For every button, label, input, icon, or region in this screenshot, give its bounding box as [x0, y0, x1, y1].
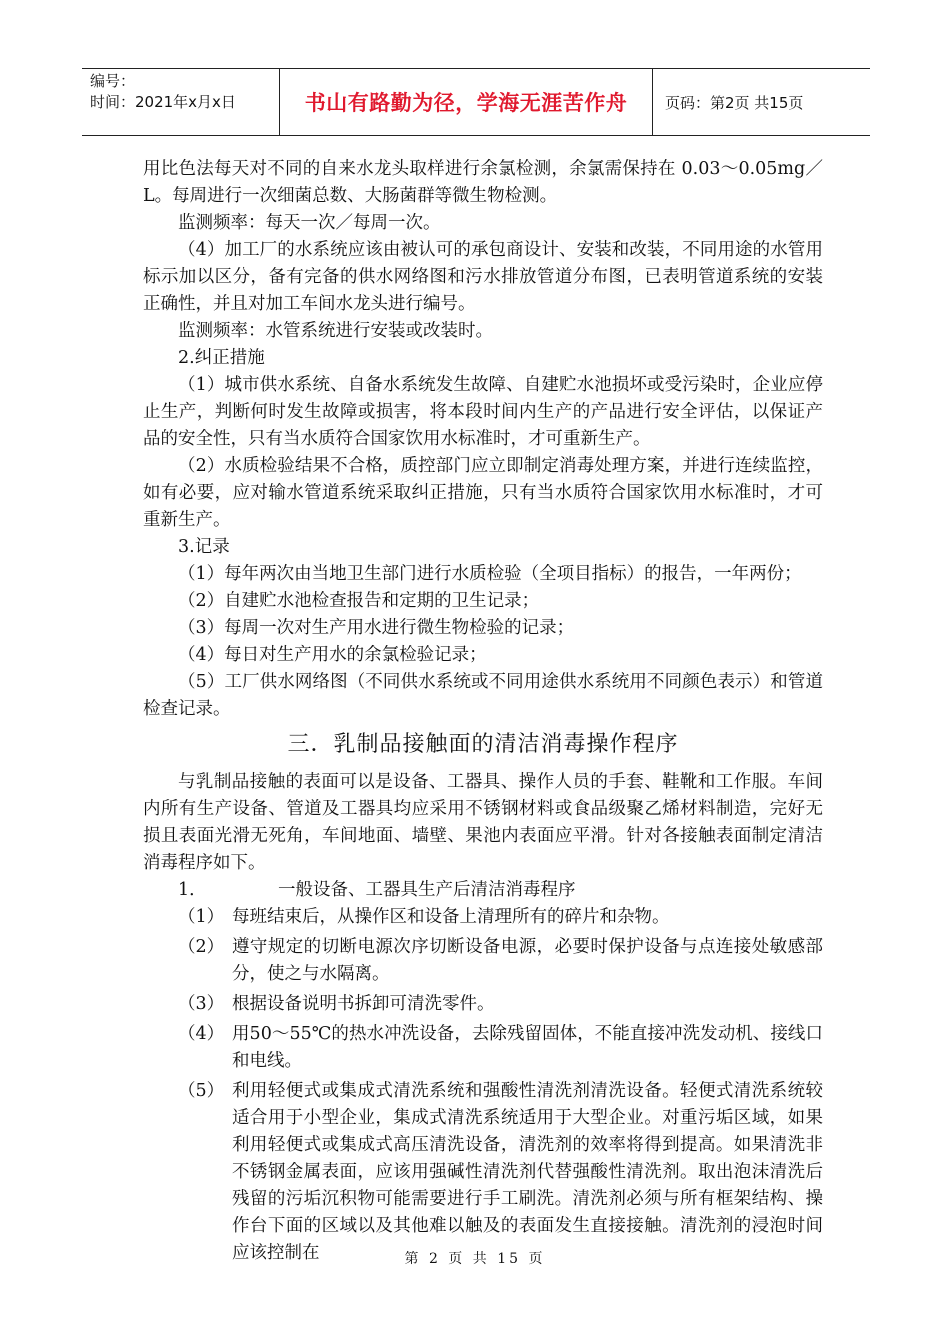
paragraph: （2）水质检验结果不合格，质控部门应立即制定消毒处理方案，并进行连续监控，如有必要，应对输水管道系统采取纠正措施，只有当水质符合国家饮用水标准时，才可重新生产。 [143, 456, 823, 530]
header-page-info: 页码：第2页 共15页 [665, 93, 804, 112]
list-item [143, 991, 823, 1018]
paragraph: （3）每周一次对生产用水进行微生物检验的记录； [178, 618, 575, 638]
paragraph: （1）城市供水系统、自备水系统发生故障、自建贮水池损坏或受污染时，企业应停止生产，判断何时发生故障或损害，将本段时间内生产的产品进行安全评估，以保证产品的安全性，只有当水质符合国家饮用水标准时，才可重新生产。 [143, 375, 823, 449]
header-meta [82, 69, 280, 135]
list-item [143, 1021, 823, 1075]
list-item-number: （3） [178, 994, 225, 1014]
list-item [143, 1078, 823, 1267]
paragraph: 监测频率：每天一次／每周一次。 [178, 213, 441, 233]
section-heading: 三．乳制品接触面的清洁消毒操作程序 [287, 732, 679, 757]
paragraph: （4）加工厂的水系统应该由被认可的承包商设计、安装和改装，不同用途的水管用标示加以区分，备有完备的供水网络图和污水排放管道分布图，已表明管道系统的安装正确性，并且对加工车间水龙头进行编号。 [143, 240, 823, 314]
list-item [143, 934, 823, 988]
list-item-number: （5） [178, 1081, 225, 1101]
subheading [143, 877, 823, 904]
section-subtitle: 2.纠正措施 [178, 348, 265, 368]
list-item-text: 每班结束后，从操作区和设备上清理所有的碎片和杂物。 [232, 907, 670, 927]
paragraph: （1）每年两次由当地卫生部门进行水质检验（全项目指标）的报告，一年两份； [178, 564, 802, 584]
document-number-label: 编号： [90, 72, 136, 90]
subheading-number: 1． [178, 880, 207, 900]
header-motto: 书山有路勤为径，学海无涯苦作舟 [280, 69, 653, 135]
list-item-text: 用50～55℃的热水冲洗设备，去除残留固体，不能直接冲洗发动机、接线口和电线。 [232, 1024, 823, 1071]
document-body [143, 156, 823, 1270]
list-item-number: （2） [178, 937, 225, 957]
paragraph: 监测频率：水管系统进行安装或改装时。 [178, 321, 493, 341]
paragraph: （4）每日对生产用水的余氯检验记录； [178, 645, 487, 665]
page-footer: 第 2 页 共 15 页 [404, 1251, 546, 1267]
paragraph: （2）自建贮水池检查报告和定期的卫生记录； [178, 591, 540, 611]
paragraph: （5）工厂供水网络图（不同供水系统或不同用途供水系统用不同颜色表示）和管道检查记录。 [143, 672, 823, 719]
paragraph: 用比色法每天对不同的自来水龙头取样进行余氯检测，余氯需保持在 0.03～0.05mg／L。每周进行一次细菌总数、大肠菌群等微生物检测。 [143, 159, 823, 206]
list-item-text: 利用轻便式或集成式清洗系统和强酸性清洗剂清洗设备。轻便式清洗系统较适合用于小型企业，集成式清洗系统适用于大型企业。对重污垢区域，如果利用轻便式或集成式高压清洗设备，清洗剂的效率将得到提高。如果清洗非不锈钢金属表面，应该用强碱性清洗剂代替强酸性清洗剂。取出泡沫清洗后残留的污垢沉积物可能需要进行手工刷洗。清洗剂必须与所有框架结构、操作台下面的区域以及其他难以触及的表面发生直接接触。清洗剂的浸泡时间应该控制在 [232, 1081, 823, 1263]
list-item-text: 根据设备说明书拆卸可清洗零件。 [232, 994, 495, 1014]
document-date-label: 时间：2021年x月x日 [90, 93, 236, 111]
list-item-text: 遵守规定的切断电源次序切断设备电源，必要时保护设备与点连接处敏感部分，使之与水隔离。 [232, 937, 823, 984]
list-item-number: （4） [178, 1024, 225, 1044]
section-subtitle: 3.记录 [178, 537, 230, 557]
intro-paragraph: 与乳制品接触的表面可以是设备、工器具、操作人员的手套、鞋靴和工作服。车间内所有生产设备、管道及工器具均应采用不锈钢材料或食品级聚乙烯材料制造，完好无损且表面光滑无死角，车间地面、墙壁、果池内表面应平滑。针对各接触表面制定清洁消毒程序如下。 [143, 772, 823, 873]
subheading-text: 一般设备、工器具生产后清洁消毒程序 [278, 880, 576, 900]
list-item-number: （1） [178, 907, 225, 927]
list-item [143, 904, 823, 931]
page-header [82, 68, 870, 136]
